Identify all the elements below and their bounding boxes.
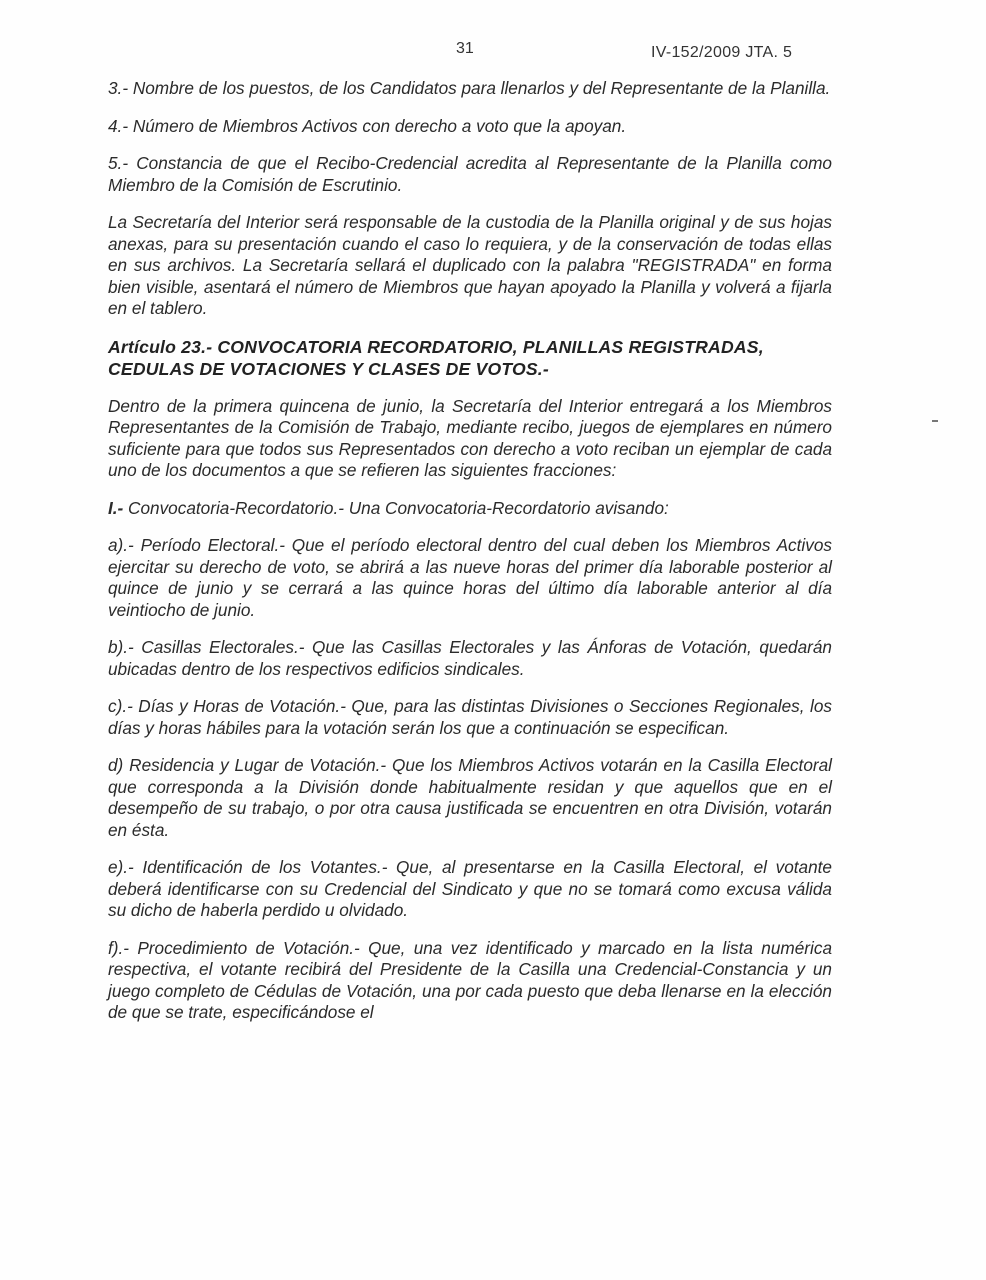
fraction-text: Convocatoria-Recordatorio.- Una Convocatoria-Recordatorio avisando: [123, 497, 669, 518]
paragraph-f: f).- Procedimiento de Votación.- Que, una vez identificado y marcado en la lista numérica respectiva, el votante recibirá del Presidente de la Casilla una Credencial-Constancia y un juego completo de Cédulas de Votación, una por cada puesto que deba llenarse en la elección de que se trate, especificándose el [108, 937, 832, 1022]
paragraph-a: a).- Período Electoral.- Que el período electoral dentro del cual deben los Miembros Activos ejercitar su derecho de voto, se abrirá a las nueve horas del primer día laborable posterior al quince de junio y se cerrará a las quince horas del último día laborable anterior al día veintiocho de junio. [108, 535, 832, 620]
scan-mark [932, 420, 938, 422]
document-body [108, 78, 832, 1024]
page-number: 31 [456, 40, 474, 57]
paragraph-item-5: 5.- Constancia de que el Recibo-Credencial acredita al Representante de la Planilla como Miembro de la Comisión de Escrutinio. [108, 153, 832, 195]
article-heading: Artículo 23.- CONVOCATORIA RECORDATORIO, PLANILLAS REGISTRADAS, CEDULAS DE VOTACIONES Y CLASES DE VOTOS.- [108, 336, 764, 379]
fraction-label: I.- [108, 497, 124, 518]
paragraph-d: d) Residencia y Lugar de Votación.- Que los Miembros Activos votarán en la Casilla Electoral que corresponda a la División donde habitualmente residan y que aquellos que en el desempeño de su trabajo, o por otra causa justificada se encuentren en otra División, votarán en ésta. [108, 755, 832, 840]
paragraph-fraction-i [108, 498, 832, 520]
paragraph-b: b).- Casillas Electorales.- Que las Casillas Electorales y las Ánforas de Votación, quedarán ubicadas dentro de los respectivos edificios sindicales. [108, 637, 832, 679]
paragraph-c: c).- Días y Horas de Votación.- Que, para las distintas Divisiones o Secciones Regionales, los días y horas hábiles para la votación serán los que a continuación se especifican. [108, 696, 832, 738]
paragraph-intro: Dentro de la primera quincena de junio, la Secretaría del Interior entregará a los Miembros Representantes de la Comisión de Trabajo, mediante recibo, juegos de ejemplares en número suficiente para que todos sus Representados con derecho a voto reciban un ejemplar de cada uno de los documentos a que se refieren las siguientes fracciones: [108, 395, 832, 480]
document-reference: IV-152/2009 JTA. 5 [651, 44, 793, 61]
paragraph-item-3: 3.- Nombre de los puestos, de los Candidatos para llenarlos y del Representante de la Planilla. [108, 78, 831, 98]
paragraph-custody: La Secretaría del Interior será responsable de la custodia de la Planilla original y de sus hojas anexas, para su presentación cuando el caso lo requiera, y de la conservación de todas ellas en sus archivos. La Secretaría sellará el duplicado con la palabra "REGISTRADA" en forma bien visible, asentará el número de Miembros que hayan apoyado la Planilla y volverá a fijarla en el tablero. [108, 212, 832, 318]
paragraph-e: e).- Identificación de los Votantes.- Que, al presentarse en la Casilla Electoral, el votante deberá identificarse con su Credencial del Sindicato y que no se tomará como excusa válida su dicho de haberla perdido u olvidado. [108, 857, 832, 920]
paragraph-item-4: 4.- Número de Miembros Activos con derecho a voto que la apoyan. [108, 115, 627, 136]
